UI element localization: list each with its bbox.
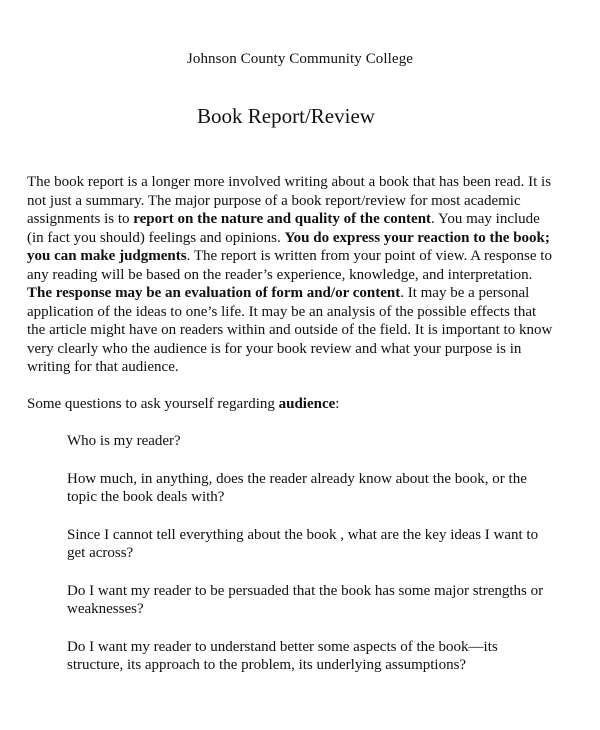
- intro-text-3: . The report is written from your point of view. A response to any reading will be based on the reader’s experience, knowledge, and interpretation.: [27, 248, 552, 283]
- intro-paragraph: [27, 173, 555, 377]
- question-item: Do I want my reader to understand better some aspects of the book—its structure, its approach to the problem, its underlying assumptions?: [67, 638, 498, 673]
- question-item: Who is my reader?: [67, 433, 181, 449]
- intro-text-1: The book report is a longer more involved writing about a book that has been read. It is not just a summary. The major purpose of a book report/review for most academic assignments is to: [27, 174, 552, 227]
- page-title: Book Report/Review: [197, 104, 375, 128]
- intro-bold-2: You do express your reaction to the book; you can make judgments: [27, 229, 550, 264]
- intro-text-2: . You may include (in fact you should) feelings and opinions.: [27, 211, 540, 246]
- intro-text-4: . It may be a personal application of the ideas to one’s life. It may be an analysis of the possible effects that the article might have on readers within and outside of the field. It is important to know very clearly who the audience is for your book review and what your purpose is in writing for that audience.: [27, 285, 553, 375]
- intro-bold-3: The response may be an evaluation of form and/or content: [27, 285, 401, 301]
- question-item: How much, in anything, does the reader already know about the book, or the topic the book deals with?: [67, 470, 527, 505]
- question-item: Do I want my reader to be persuaded that the book has some major strengths or weaknesses?: [67, 582, 544, 617]
- audience-lead-text: Some questions to ask yourself regarding: [27, 395, 279, 412]
- audience-lead-bold: audience: [278, 395, 336, 412]
- audience-lead: [27, 395, 555, 414]
- college-name: Johnson County Community College: [186, 51, 414, 67]
- question-item: Since I cannot tell everything about the book , what are the key ideas I want to get across?: [67, 526, 539, 561]
- intro-bold-1: report on the nature and quality of the content: [133, 211, 432, 227]
- question-list: [27, 432, 555, 675]
- audience-lead-tail: :: [335, 395, 340, 412]
- document-body: [27, 173, 555, 694]
